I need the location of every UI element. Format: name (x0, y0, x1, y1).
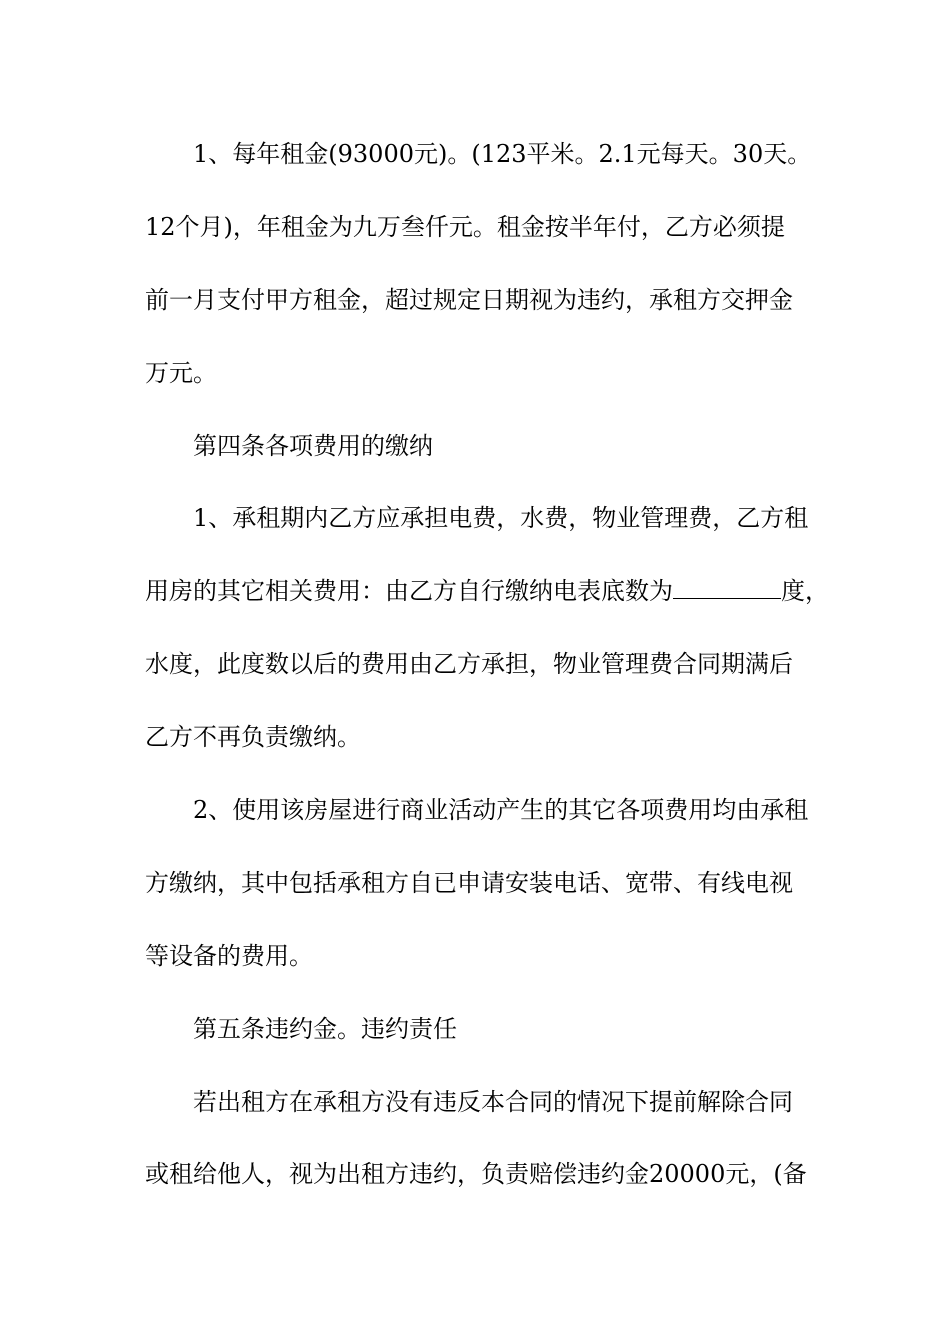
paragraph-line: 若出租方在承租方没有违反本合同的情况下提前解除合同 (193, 1087, 793, 1116)
paragraph-line: 12个月)，年租金为九万叁仟元。租金按半年付，乙方必须提 (145, 212, 785, 241)
paragraph-line: 前一月支付甲方租金，超过规定日期视为违约，承租方交押金 (145, 285, 793, 314)
paragraph-line: 方缴纳，其中包括承租方自已申请安装电话、宽带、有线电视 (145, 868, 793, 897)
fill-in-blank (673, 572, 781, 599)
line-text-before-blank: 用房的其它相关费用：由乙方自行缴纳电表底数为 (145, 577, 673, 606)
paragraph-line: 万元。 (145, 358, 217, 387)
paragraph-line: 2、使用该房屋进行商业活动产生的其它各项费用均由承租 (193, 796, 809, 825)
paragraph-line (145, 565, 829, 638)
line-text-after-blank: 度， (781, 577, 829, 606)
section-heading: 第四条各项费用的缴纳 (193, 431, 433, 460)
document-body (145, 128, 829, 1221)
paragraph-line: 1、每年租金(93000元)。(123平米。2.1元每天。30天。 (193, 140, 812, 168)
paragraph-line: 1、承租期内乙方应承担电费，水费，物业管理费，乙方租 (193, 504, 809, 533)
paragraph-line: 水度，此度数以后的费用由乙方承担，物业管理费合同期满后 (145, 650, 793, 679)
paragraph-line: 乙方不再负责缴纳。 (145, 723, 361, 752)
paragraph-line: 或租给他人，视为出租方违约，负责赔偿违约金20000元，(备 (145, 1160, 807, 1189)
section-heading: 第五条违约金。违约责任 (193, 1014, 457, 1043)
paragraph-line: 等设备的费用。 (145, 941, 313, 970)
